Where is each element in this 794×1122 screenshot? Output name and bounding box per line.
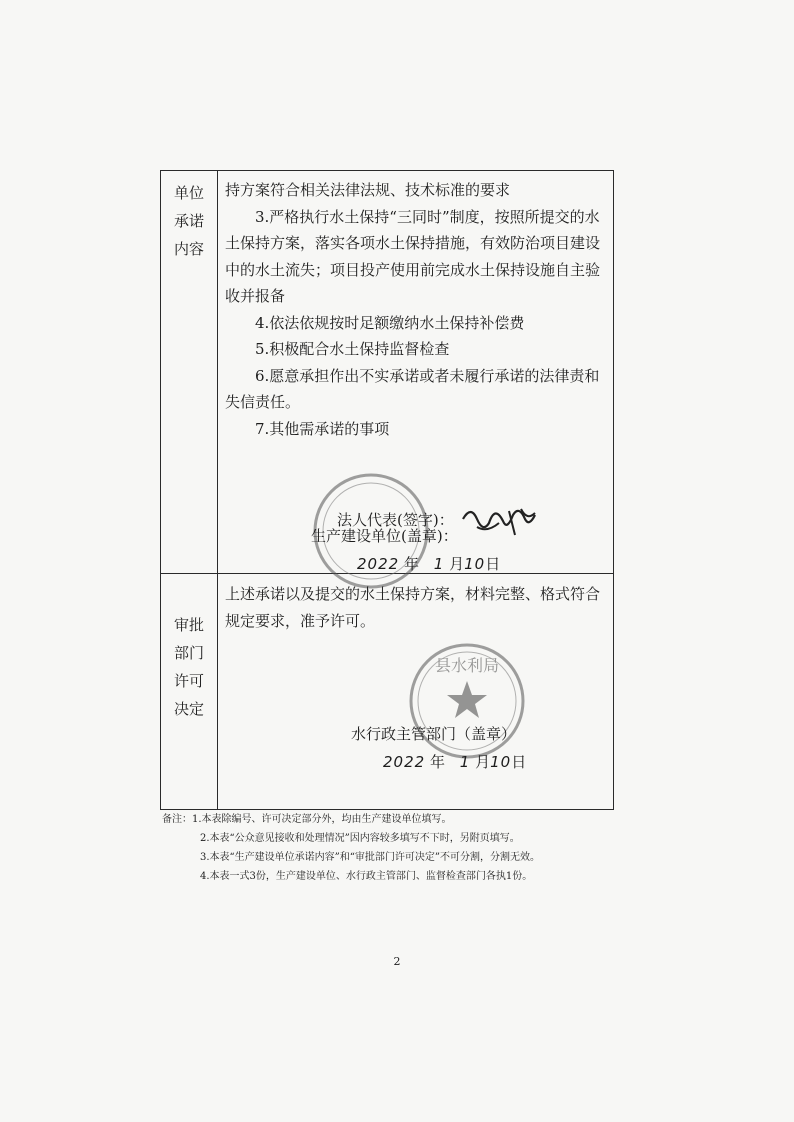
column-divider (217, 171, 218, 809)
legal-rep-signature-line: 法人代表(签字)： (337, 499, 539, 539)
commitment-date: 2022 年 1 月10日 (357, 555, 501, 573)
approval-content: 上述承诺以及提交的水土保持方案，材料完整、格式符合规定要求，准予许可。 (225, 585, 601, 630)
commitment-label: 单位 承诺 内容 (173, 184, 204, 258)
seal-text: 县水利局 (434, 656, 500, 675)
note-4: 4.本表一式3份，生产建设单位、水行政主管部门、监督检查部门各执1份。 (200, 871, 533, 882)
approval-form-table (160, 170, 614, 810)
note-2: 2.本表“公众意见接收和处理情况”因内容较多填写不下时，另附页填写。 (200, 833, 520, 844)
approval-label: 审批 部门 许可 决定 (173, 616, 204, 718)
page-number: 2 (393, 955, 401, 968)
unit-seal-line: 生产建设单位(盖章)： (311, 527, 458, 545)
commitment-content: 持方案符合相关法律法规、技术标准的要求 3.严格执行水土保持“三同时”制度，按照所提交的水土保持方案，落实各项水土保持措施，有效防治项目建设中的水土流失；项目投产使用前完成水土保持设施自主验收并报备 4.依法依规按时足额缴纳水土保持补偿费 5.积极配合水土保持监督检查 6.愿意承担作出不实承诺或者未履行承诺的法律责和失信责任。 7.其他需承诺的事项 (225, 181, 601, 438)
form-notes (162, 810, 622, 886)
approval-date: 2022 年 1 月10日 (383, 753, 527, 771)
handwritten-signature-icon (459, 499, 539, 539)
note-3: 3.本表“生产建设单位承诺内容”和“审批部门许可决定”不可分割，分割无效。 (200, 852, 540, 863)
dept-seal-line: 水行政主管部门（盖章） (351, 725, 517, 743)
note-1: 备注：1.本表除编号、许可决定部分外，均由生产建设单位填写。 (162, 814, 452, 825)
